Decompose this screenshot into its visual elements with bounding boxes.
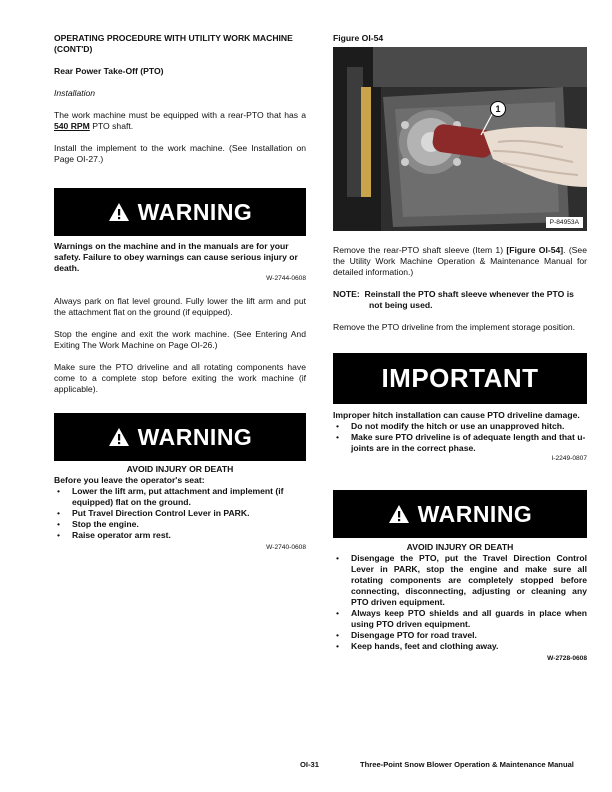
warning-intro: Before you leave the operator's seat: xyxy=(54,475,205,485)
left-column xyxy=(54,33,306,552)
important-text: Improper hitch installation can cause PTO driveline damage. xyxy=(333,410,580,420)
paragraph-install: Install the implement to the work machine. (See Installation on Page OI-27.) xyxy=(54,143,306,164)
important-banner xyxy=(333,353,587,404)
paragraph-park: Always park on flat level ground. Fully lower the lift arm and put the attachment flat on the ground (if equipped). xyxy=(54,296,306,317)
warning-list xyxy=(333,553,587,652)
important-code: I-2249-0807 xyxy=(551,455,587,462)
warning-triangle-icon xyxy=(108,427,130,447)
paragraph-text: The work machine must be equipped with a rear-PTO that has a xyxy=(54,110,306,120)
paragraph-stop: Stop the engine and exit the work machine. (See Entering And Exiting The Work Machine on Page OI-26.) xyxy=(54,329,306,350)
warning-code: W-2740-0608 xyxy=(266,544,306,551)
paragraph-remove-driveline: Remove the PTO driveline from the implement storage position. xyxy=(333,322,576,332)
manual-title: Three-Point Snow Blower Operation & Maintenance Manual xyxy=(360,760,574,769)
list-item: • Put Travel Direction Control Lever in PARK. xyxy=(54,508,306,519)
rpm-value: 540 RPM xyxy=(54,121,90,131)
callout-circle xyxy=(490,101,506,117)
subsubheading: Installation xyxy=(54,88,96,98)
warning-code: W-2744-0608 xyxy=(266,275,306,282)
list-item: • Stop the engine. xyxy=(54,519,306,530)
paragraph-rpm xyxy=(54,110,306,132)
warning-title: AVOID INJURY OR DEATH xyxy=(406,542,514,552)
subheading: Rear Power Take-Off (PTO) xyxy=(54,66,164,76)
warning-title: AVOID INJURY OR DEATH xyxy=(126,464,234,474)
paragraph-text: Remove the rear-PTO shaft sleeve (Item 1) xyxy=(333,245,507,255)
right-column xyxy=(333,33,587,663)
warning-banner xyxy=(54,188,306,236)
figure-title: Figure OI-54 xyxy=(333,33,384,43)
warning-triangle-icon xyxy=(108,202,130,222)
paragraph-text: . (See the Utility Work Machine Operation & Maintenance Manual for detailed information.) xyxy=(333,245,587,277)
page-number: OI-31 xyxy=(300,760,319,769)
list-item: • Disengage the PTO, put the Travel Direction Control Lever in PARK, stop the engine and make sure all rotating components are completely stopped before connecting, disconnecting, adjusting or cleaning any PTO driven equipment. xyxy=(333,553,587,608)
callout-number: 1 xyxy=(495,104,501,114)
list-item: • Keep hands, feet and clothing away. xyxy=(333,641,587,652)
warning-list xyxy=(54,486,306,541)
note-text: Reinstall the PTO shaft sleeve whenever the PTO is not being used. xyxy=(364,289,574,310)
warning-label: WARNING xyxy=(137,423,253,450)
list-item: • Lower the lift arm, put attachment and implement (if equipped) flat on the ground. xyxy=(54,486,306,508)
list-item: • Disengage PTO for road travel. xyxy=(333,630,587,641)
paragraph-text: PTO shaft. xyxy=(89,121,134,131)
list-item: • Raise operator arm rest. xyxy=(54,530,306,541)
warning-banner xyxy=(54,413,306,461)
warning-code: W-2728-0608 xyxy=(547,655,587,662)
warning-banner xyxy=(333,490,587,538)
pto-photo-illustration xyxy=(333,47,587,231)
warning-label: WARNING xyxy=(417,500,533,527)
note-label: NOTE: xyxy=(333,289,360,299)
important-label: IMPORTANT xyxy=(381,363,539,393)
figure-reference: [Figure OI-54] xyxy=(506,245,564,255)
figure-code: P-84953A xyxy=(546,217,583,228)
pto-photo xyxy=(333,47,587,231)
section-heading: OPERATING PROCEDURE WITH UTILITY WORK MACHINE (CONT'D) xyxy=(54,33,293,54)
warning-triangle-icon xyxy=(388,504,410,524)
important-list xyxy=(333,421,587,454)
paragraph-driveline: Make sure the PTO driveline and all rotating components have come to a complete stop before exiting the work machine (if applicable). xyxy=(54,362,306,394)
warning-text: Warnings on the machine and in the manuals are for your safety. Failure to obey warnings can cause serious injury or death. xyxy=(54,241,298,273)
warning-label: WARNING xyxy=(137,198,253,225)
paragraph-remove-sleeve xyxy=(333,245,587,278)
list-item: • Do not modify the hitch or use an unapproved hitch. xyxy=(333,421,587,432)
note xyxy=(333,289,587,311)
list-item: • Always keep PTO shields and all guards in place when using PTO driven equipment. xyxy=(333,608,587,630)
list-item: • Make sure PTO driveline is of adequate length and that u-joints are in the correct phase. xyxy=(333,432,587,454)
